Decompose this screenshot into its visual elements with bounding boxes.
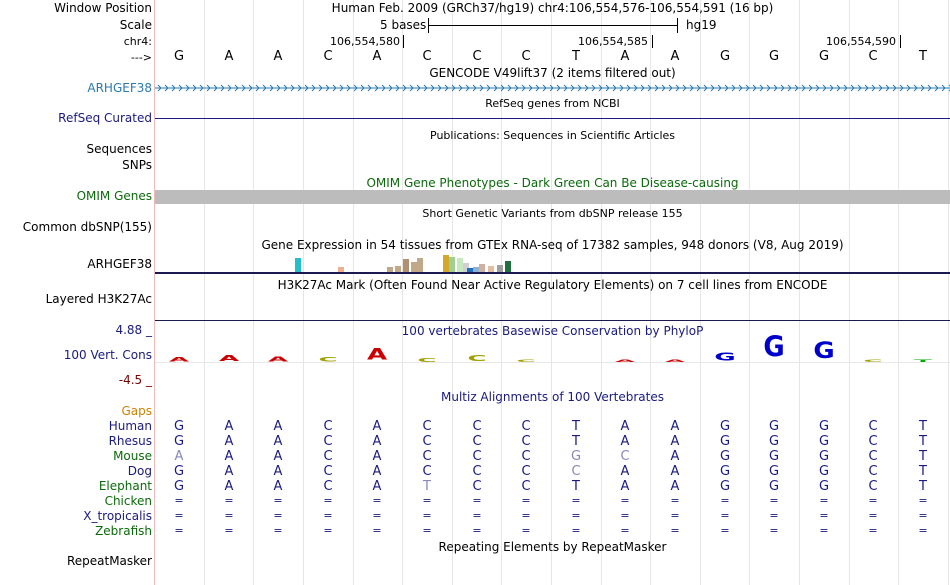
repeatmasker-track-title: Repeating Elements by RepeatMasker <box>438 540 667 554</box>
alignment-base: C <box>521 479 531 494</box>
species-label[interactable]: Human <box>108 419 152 433</box>
track-label-repeatmasker[interactable]: RepeatMasker <box>66 554 152 568</box>
reference-base: A <box>273 49 283 64</box>
gtex-expression-chart[interactable] <box>155 252 950 273</box>
alignment-base: A <box>620 419 630 434</box>
gtex-tissue-bar[interactable] <box>387 267 393 272</box>
alignment-base: = <box>769 509 779 522</box>
refseq-gene-line[interactable] <box>155 118 950 119</box>
alignment-base: C <box>868 434 878 449</box>
strand-arrow-label: ---> <box>130 51 152 64</box>
alignment-base: G <box>818 449 830 464</box>
alignment-base: = <box>918 494 928 507</box>
alignment-base: T <box>919 434 927 449</box>
gtex-tissue-bar[interactable] <box>338 267 344 272</box>
coord-tick-1 <box>403 35 404 48</box>
track-label-omim[interactable]: OMIM Genes <box>76 189 152 203</box>
reference-base: C <box>323 49 333 64</box>
species-label[interactable]: Dog <box>127 464 152 478</box>
alignment-base: = <box>620 524 630 537</box>
reference-base: G <box>818 49 830 64</box>
alignment-row <box>155 449 950 464</box>
track-label-arhgef38-gene[interactable]: ARHGEF38 <box>87 81 152 95</box>
alignment-base: C <box>521 464 531 479</box>
conservation-logo-letter: G <box>714 351 736 364</box>
gencode-gene-feature[interactable] <box>155 81 950 95</box>
alignment-base: C <box>323 464 333 479</box>
alignment-base: C <box>472 464 482 479</box>
refseq-track-title: RefSeq genes from NCBI <box>485 97 620 110</box>
alignment-base: C <box>422 449 432 464</box>
conservation-logo-letter: C <box>417 357 437 364</box>
alignment-base: = <box>521 494 531 507</box>
alignment-base: G <box>719 419 731 434</box>
publications-track-title: Publications: Sequences in Scientific Articles <box>430 129 675 142</box>
alignment-base: G <box>173 434 185 449</box>
alignment-base: T <box>572 419 580 434</box>
alignment-base: C <box>868 419 878 434</box>
alignment-base: C <box>422 434 432 449</box>
conservation-logo-letter: G <box>813 338 835 364</box>
alignment-base: C <box>472 419 482 434</box>
alignment-base: = <box>224 509 234 522</box>
alignment-base: = <box>620 494 630 507</box>
track-label-layered-h3k27ac[interactable]: Layered H3K27Ac <box>45 292 152 306</box>
coord-label-2: 106,554,585 <box>578 35 648 48</box>
alignment-base: A <box>620 434 630 449</box>
alignment-base: T <box>572 479 580 494</box>
alignment-base: G <box>768 419 780 434</box>
omim-track-title: OMIM Gene Phenotypes - Dark Green Can Be Disease-causing <box>366 176 739 190</box>
alignment-base: T <box>919 419 927 434</box>
alignment-base: = <box>422 524 432 537</box>
dbsnp-track-title: Short Genetic Variants from dbSNP release 155 <box>422 207 683 220</box>
alignment-base: C <box>422 464 432 479</box>
alignment-base: = <box>224 494 234 507</box>
alignment-base: A <box>224 434 234 449</box>
conservation-logo-letter: A <box>168 356 190 364</box>
gtex-baseline <box>155 272 950 274</box>
scale-label: Scale <box>119 18 152 32</box>
track-label-sequences[interactable]: Sequences <box>86 142 152 156</box>
chr-label: chr4: <box>123 35 152 48</box>
track-label-gaps[interactable]: Gaps <box>121 404 152 418</box>
conservation-logo-letter: A <box>614 358 636 364</box>
alignment-base: G <box>768 434 780 449</box>
alignment-base: C <box>422 419 432 434</box>
alignment-base: C <box>323 419 333 434</box>
reference-base: G <box>768 49 780 64</box>
species-label[interactable]: Rhesus <box>108 434 152 448</box>
alignment-base: T <box>423 479 431 494</box>
alignment-base: A <box>224 449 234 464</box>
track-label-column <box>0 0 154 585</box>
alignment-base: A <box>273 479 283 494</box>
conservation-logo[interactable] <box>155 330 950 366</box>
alignment-base: = <box>670 524 680 537</box>
alignment-base: G <box>768 449 780 464</box>
h3k27ac-track-title: H3K27Ac Mark (Often Found Near Active Regulatory Elements) on 7 cell lines from ENCODE <box>277 278 828 292</box>
species-label[interactable]: Mouse <box>113 449 152 463</box>
alignment-base: G <box>768 464 780 479</box>
alignment-row <box>155 434 950 449</box>
alignment-base: = <box>372 509 382 522</box>
scale-bar <box>428 25 678 26</box>
alignment-base: G <box>173 464 185 479</box>
alignment-base: G <box>818 479 830 494</box>
alignment-base: = <box>571 509 581 522</box>
alignment-base: G <box>173 479 185 494</box>
reference-base: G <box>173 49 185 64</box>
alignment-base: C <box>323 479 333 494</box>
alignment-base: C <box>472 434 482 449</box>
alignment-base: = <box>174 524 184 537</box>
alignment-base: = <box>273 524 283 537</box>
alignment-row <box>155 479 950 494</box>
conservation-logo-letter: C <box>516 358 536 364</box>
reference-base: T <box>572 49 580 64</box>
conservation-logo-letter: C <box>318 356 338 364</box>
alignment-base: A <box>620 464 630 479</box>
alignment-base: = <box>422 494 432 507</box>
reference-base: C <box>521 49 531 64</box>
alignment-base: = <box>720 494 730 507</box>
alignment-base: = <box>174 509 184 522</box>
alignment-row <box>155 509 950 524</box>
alignment-base: A <box>670 419 680 434</box>
alignment-base: G <box>570 449 582 464</box>
alignment-base: G <box>719 464 731 479</box>
alignment-base: A <box>372 419 382 434</box>
alignment-base: C <box>472 449 482 464</box>
conservation-logo-letter: G <box>763 331 785 365</box>
coord-label-1: 106,554,580 <box>330 35 400 48</box>
alignment-base: = <box>521 524 531 537</box>
reference-base: T <box>919 49 927 64</box>
alignment-base: = <box>323 509 333 522</box>
alignment-base: = <box>571 524 581 537</box>
h3k27ac-baseline <box>155 320 950 321</box>
gtex-tissue-bar[interactable] <box>488 266 494 272</box>
gtex-tissue-bar[interactable] <box>479 264 485 272</box>
alignment-row <box>155 419 950 434</box>
gtex-tissue-bar[interactable] <box>417 258 423 272</box>
reference-base: A <box>670 49 680 64</box>
track-label-arhgef38-gtex[interactable]: ARHGEF38 <box>87 257 152 271</box>
alignment-base: = <box>769 494 779 507</box>
alignment-base: = <box>472 509 482 522</box>
scale-bar-left-tick <box>428 18 429 33</box>
alignment-base: = <box>720 509 730 522</box>
reference-base: A <box>620 49 630 64</box>
alignment-base: = <box>372 494 382 507</box>
alignment-base: G <box>173 419 185 434</box>
species-label[interactable]: Chicken <box>104 494 152 508</box>
alignment-base: = <box>620 509 630 522</box>
alignment-base: A <box>670 464 680 479</box>
conservation-logo-letter: T <box>914 358 932 364</box>
alignment-base: = <box>472 524 482 537</box>
alignment-base: A <box>273 419 283 434</box>
browser-image-area[interactable] <box>155 0 950 585</box>
alignment-base: C <box>571 464 581 479</box>
alignment-base: A <box>372 434 382 449</box>
alignment-base: = <box>819 524 829 537</box>
reference-base: A <box>224 49 234 64</box>
alignment-base: = <box>769 524 779 537</box>
omim-gene-feature[interactable] <box>155 190 950 204</box>
window-position-text: Human Feb. 2009 (GRCh37/hg19) chr4:106,554,576-106,554,591 (16 bp) <box>331 1 774 15</box>
gtex-tissue-bar[interactable] <box>449 257 455 272</box>
alignment-base: A <box>224 479 234 494</box>
species-label[interactable]: X_tropicalis <box>83 509 152 523</box>
conservation-logo-letter: A <box>218 354 240 364</box>
alignment-row <box>155 464 950 479</box>
alignment-base: = <box>521 509 531 522</box>
alignment-row <box>155 524 950 539</box>
gtex-tissue-bar[interactable] <box>403 259 409 272</box>
alignment-base: = <box>670 509 680 522</box>
alignment-base: A <box>372 479 382 494</box>
alignment-base: G <box>818 434 830 449</box>
phylop-track-title: 100 vertebrates Basewise Conservation by PhyloP <box>401 324 704 338</box>
alignment-base: G <box>719 434 731 449</box>
alignment-base: A <box>273 464 283 479</box>
alignment-base: T <box>919 479 927 494</box>
alignment-base: A <box>670 449 680 464</box>
alignment-base: = <box>720 524 730 537</box>
gtex-tissue-bar[interactable] <box>497 265 503 272</box>
gencode-track-title: GENCODE V49lift37 (2 items filtered out) <box>429 66 676 80</box>
conservation-logo-letter: A <box>366 345 388 364</box>
alignment-base: A <box>174 449 184 464</box>
conservation-logo-letter: A <box>267 354 289 364</box>
alignment-base: G <box>719 449 731 464</box>
track-label-common-dbsnp[interactable]: Common dbSNP(155) <box>22 220 152 234</box>
alignment-base: = <box>868 494 878 507</box>
alignment-base: A <box>372 449 382 464</box>
gtex-tissue-bar[interactable] <box>505 261 511 272</box>
alignment-base: G <box>768 479 780 494</box>
multiz-track-title: Multiz Alignments of 100 Vertebrates <box>440 390 665 404</box>
alignment-base: C <box>323 449 333 464</box>
gtex-tissue-bar[interactable] <box>395 266 401 272</box>
alignment-base: = <box>868 509 878 522</box>
alignment-base: A <box>372 464 382 479</box>
alignment-base: = <box>174 494 184 507</box>
alignment-base: = <box>372 524 382 537</box>
alignment-base: C <box>521 434 531 449</box>
alignment-base: C <box>472 479 482 494</box>
reference-base: C <box>422 49 432 64</box>
alignment-base: C <box>868 464 878 479</box>
alignment-base: = <box>323 524 333 537</box>
alignment-base: = <box>571 494 581 507</box>
conservation-logo-letter: C <box>863 358 883 364</box>
alignment-base: = <box>273 509 283 522</box>
alignment-base: A <box>224 464 234 479</box>
species-label[interactable]: Elephant <box>98 479 152 493</box>
reference-base: C <box>472 49 482 64</box>
alignment-base: C <box>620 449 630 464</box>
alignment-base: C <box>521 449 531 464</box>
alignment-base: A <box>670 479 680 494</box>
reference-base: A <box>372 49 382 64</box>
coord-tick-3 <box>900 35 901 48</box>
alignment-base: C <box>868 449 878 464</box>
conservation-logo-letter: C <box>467 353 487 364</box>
conservation-logo-letter: A <box>664 358 686 364</box>
alignment-base: = <box>224 524 234 537</box>
reference-base: C <box>868 49 878 64</box>
window-position-label: Window Position <box>54 1 152 15</box>
alignment-base: = <box>918 524 928 537</box>
alignment-base: = <box>472 494 482 507</box>
alignment-base: A <box>670 434 680 449</box>
alignment-base: T <box>919 449 927 464</box>
alignment-base: T <box>919 464 927 479</box>
species-label[interactable]: Zebrafish <box>95 524 152 538</box>
gene-strand-chevrons <box>155 81 950 95</box>
track-label-snps[interactable]: SNPs <box>122 158 152 172</box>
gtex-track-title: Gene Expression in 54 tissues from GTEx RNA-seq of 17382 samples, 948 donors (V8, Aug 2019) <box>261 238 844 252</box>
alignment-base: = <box>918 509 928 522</box>
alignment-base: G <box>818 464 830 479</box>
alignment-base: C <box>868 479 878 494</box>
alignment-base: A <box>620 479 630 494</box>
alignment-base: C <box>323 434 333 449</box>
alignment-base: C <box>521 419 531 434</box>
coord-label-3: 106,554,590 <box>826 35 896 48</box>
alignment-base: G <box>719 479 731 494</box>
cons-max-value: 4.88 _ <box>115 323 152 337</box>
assembly-label: hg19 <box>686 18 717 32</box>
gtex-tissue-bar[interactable] <box>295 258 301 272</box>
alignment-base: A <box>273 449 283 464</box>
alignment-base: = <box>273 494 283 507</box>
track-label-100-vert-cons[interactable]: 100 Vert. Cons <box>63 348 152 362</box>
reference-base-row <box>155 49 950 65</box>
scale-text: 5 bases <box>380 18 427 32</box>
reference-base: G <box>719 49 731 64</box>
alignment-base: G <box>818 419 830 434</box>
alignment-base: = <box>670 494 680 507</box>
alignment-row <box>155 494 950 509</box>
track-label-refseq[interactable]: RefSeq Curated <box>58 111 152 125</box>
alignment-base: = <box>323 494 333 507</box>
alignment-base: T <box>572 434 580 449</box>
alignment-base: = <box>819 494 829 507</box>
coord-tick-2 <box>652 35 653 48</box>
alignment-base: = <box>868 524 878 537</box>
alignment-base: A <box>224 419 234 434</box>
alignment-base: = <box>819 509 829 522</box>
alignment-base: A <box>273 434 283 449</box>
cons-min-value: -4.5 _ <box>118 373 152 387</box>
conservation-logo-letter <box>561 359 591 363</box>
alignment-base: = <box>422 509 432 522</box>
scale-bar-right-tick <box>677 18 678 33</box>
